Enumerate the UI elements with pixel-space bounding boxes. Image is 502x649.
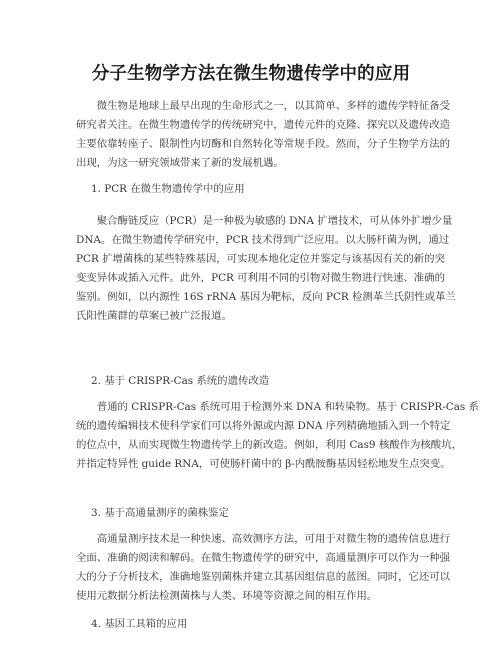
- paragraph-line: 大的分子分析技术，准确地鉴别菌株并建立其基因组信息的蓝图。同时，它还可以: [76, 571, 451, 583]
- paragraph-line: 聚合酶链反应（PCR）是一种极为敏感的 DNA 扩增技术，可从体外扩增少量: [76, 215, 453, 227]
- paragraph-line: 研究者关注。在微生物遗传学的传统研究中，遗传元件的克隆、探究以及遗传改造: [76, 119, 451, 131]
- paragraph-line: DNA。在微生物遗传学研究中，PCR 技术得到广泛应用。以大肠杆菌为例，通过: [76, 234, 450, 246]
- section-paragraph-pcr: [76, 212, 456, 326]
- paragraph-line: 鉴别。例如，以内源性 16S rRNA 基因为靶标，反向 PCR 检测革兰氏阴性或革兰: [76, 291, 456, 303]
- section-heading-sequencing: 3. 基于高通量测序的菌株鉴定: [91, 507, 229, 519]
- paragraph-line: 并指定特异性 guide RNA，可使肠杆菌中的 β-内酰胺酶基因轻松地发生点突变。: [76, 458, 451, 470]
- section-heading-crispr: 2. 基于 CRISPR-Cas 系统的遗传改造: [91, 375, 270, 387]
- paragraph-line: 高通量测序技术是一种快速、高效测序方法，可用于对微生物的遗传信息进行: [76, 533, 451, 545]
- document-title: 分子生物学方法在微生物遗传学中的应用: [91, 64, 411, 84]
- paragraph-line: 变变异体或插入元件。此外，PCR 可利用不同的引物对微生物进行快速、准确的: [76, 272, 445, 284]
- section-heading-pcr: 1. PCR 在微生物遗传学中的应用: [91, 183, 245, 195]
- paragraph-line: 微生物是地球上最早出现的生命形式之一，以其简单、多样的遗传学特征备受: [76, 100, 451, 112]
- paragraph-line: 全面、准确的阅读和解码。在微生物遗传学的研究中，高通量测序可以作为一种强: [76, 552, 451, 564]
- section-heading-gene-toolbox: 4. 基因工具箱的应用: [91, 618, 188, 630]
- paragraph-line: 主要依靠转座子、限制性内切酶和自然转化等常规手段。然而，分子生物学方法的: [76, 138, 451, 150]
- paragraph-line: 普通的 CRISPR-Cas 系统可用于检测外来 DNA 和转染物。基于 CRISPR-Cas 系: [76, 401, 479, 413]
- section-paragraph-crispr: [76, 398, 479, 474]
- paragraph-line: 氏阳性菌群的草案已被广泛报道。: [76, 310, 232, 322]
- paragraph-line: 出现，为这一研究领域带来了新的发展机遇。: [76, 157, 284, 169]
- paragraph-line: PCR 扩增菌株的某些特殊基因，可实现本地化定位并鉴定与该基因有关的新的突: [76, 253, 445, 265]
- paragraph-line: 统的遗传编辑技术使科学家们可以将外源或内源 DNA 序列精确地插入到一个特定: [76, 420, 451, 432]
- intro-paragraph: [76, 97, 451, 173]
- section-paragraph-sequencing: [76, 530, 451, 606]
- paragraph-line: 使用元数据分析法检测菌株与人类、环境等资源之间的相互作用。: [76, 590, 378, 602]
- paragraph-line: 的位点中，从而实现微生物遗传学上的新改造。例如，利用 Cas9 核酸作为核酸坑，: [76, 439, 462, 451]
